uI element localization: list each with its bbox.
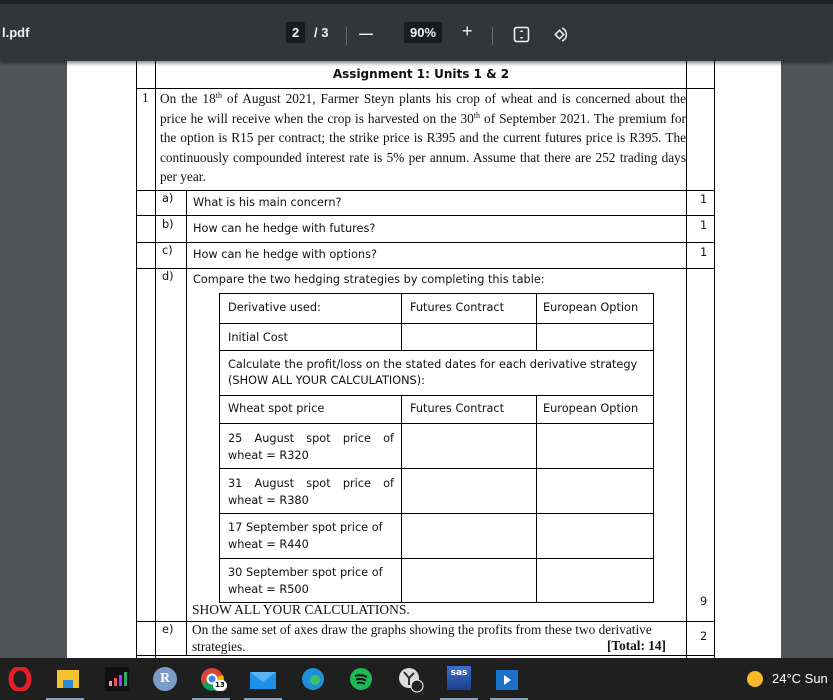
zoom-in-button[interactable]: + [462,21,473,41]
calc-note: Calculate the profit/loss on the stated dates for each derivative strategy (SHOW ALL YOUR CALCULATIONS): [228,358,638,387]
question-number: 1 [142,90,149,105]
part-a-marks: 1 [700,193,708,206]
weather-sun-icon [746,670,764,688]
media-player-icon[interactable] [496,667,520,691]
r-app-icon[interactable]: R [153,667,177,691]
initial-cost-label: Initial Cost [228,331,288,344]
page-number-input[interactable]: 2 [286,22,305,43]
part-b-text: How can he hedge with futures? [193,222,376,235]
zoom-out-button[interactable]: — [359,25,373,41]
table-row: 31 August spot price of wheat = R380 [228,477,394,507]
part-d-text: Compare the two hedging strategies by completing this table: [193,273,545,286]
header-option: European Option [543,301,639,314]
chrome-badge: 13 [215,681,225,689]
part-c-letter: c) [162,244,173,257]
file-name: l.pdf [2,25,30,40]
sas-icon[interactable]: sas [447,666,471,690]
table-row: 30 September spot price of wheat = R500 [228,566,383,596]
table-row: 17 September spot price of wheat = R440 [228,521,383,551]
deezer-icon[interactable] [105,667,129,691]
edge-icon[interactable] [301,667,325,691]
divider [346,27,347,45]
opera-icon[interactable] [8,667,32,691]
mail-icon[interactable] [250,668,276,690]
part-e-marks: 2 [700,630,708,643]
question-intro: On the 18th of August 2021, Farmer Steyn plants his crop of wheat and is concerned about the price he will receive when the crop is harvested on the 30th of September 2021. The premium for the option is R15 per contract; the strike price is R395 and the current futures price is R395. The continuously compounded interest rate is 5% per annum. Assume that there are 252 trading days per year. [160,91,686,184]
part-c-text: How can he hedge with options? [193,248,377,261]
header-futures: Futures Contract [410,301,505,314]
part-b-letter: b) [162,218,174,231]
pdf-toolbar [0,4,833,61]
spotify-icon[interactable] [349,667,373,691]
total-marks: [Total: 14] [607,638,666,653]
file-explorer-icon[interactable] [56,668,80,690]
fit-page-icon[interactable] [513,26,530,43]
part-a-text: What is his main concern? [193,196,342,209]
header-derivative-used: Derivative used: [228,301,321,314]
header-wheat-spot: Wheat spot price [228,402,325,415]
header-futures-2: Futures Contract [410,402,505,415]
table-row: 25 August spot price of wheat = R320 [228,432,394,462]
part-e-letter: e) [162,623,174,636]
part-c-marks: 1 [700,246,708,259]
part-d-letter: d) [162,270,174,283]
zoom-level-input[interactable]: 90% [404,22,442,43]
total-pages: / 3 [314,25,329,40]
header-option-2: European Option [543,402,639,415]
alarm-clock-icon[interactable] [398,667,424,693]
assignment-title: Assignment 1: Units 1 & 2 [156,67,686,81]
weather-text[interactable]: 24°C Sun [772,671,828,686]
part-e-text: On the same set of axes draw the graphs showing the profits from these two derivative strategies. [192,622,652,654]
divider [492,27,493,45]
taskbar [0,658,833,700]
rotate-icon[interactable] [553,25,572,44]
part-d-marks: 9 [700,595,708,608]
part-a-letter: a) [162,192,174,205]
pdf-page [67,61,781,658]
show-calculations-note: SHOW ALL YOUR CALCULATIONS. [192,602,410,617]
part-b-marks: 1 [700,219,708,232]
